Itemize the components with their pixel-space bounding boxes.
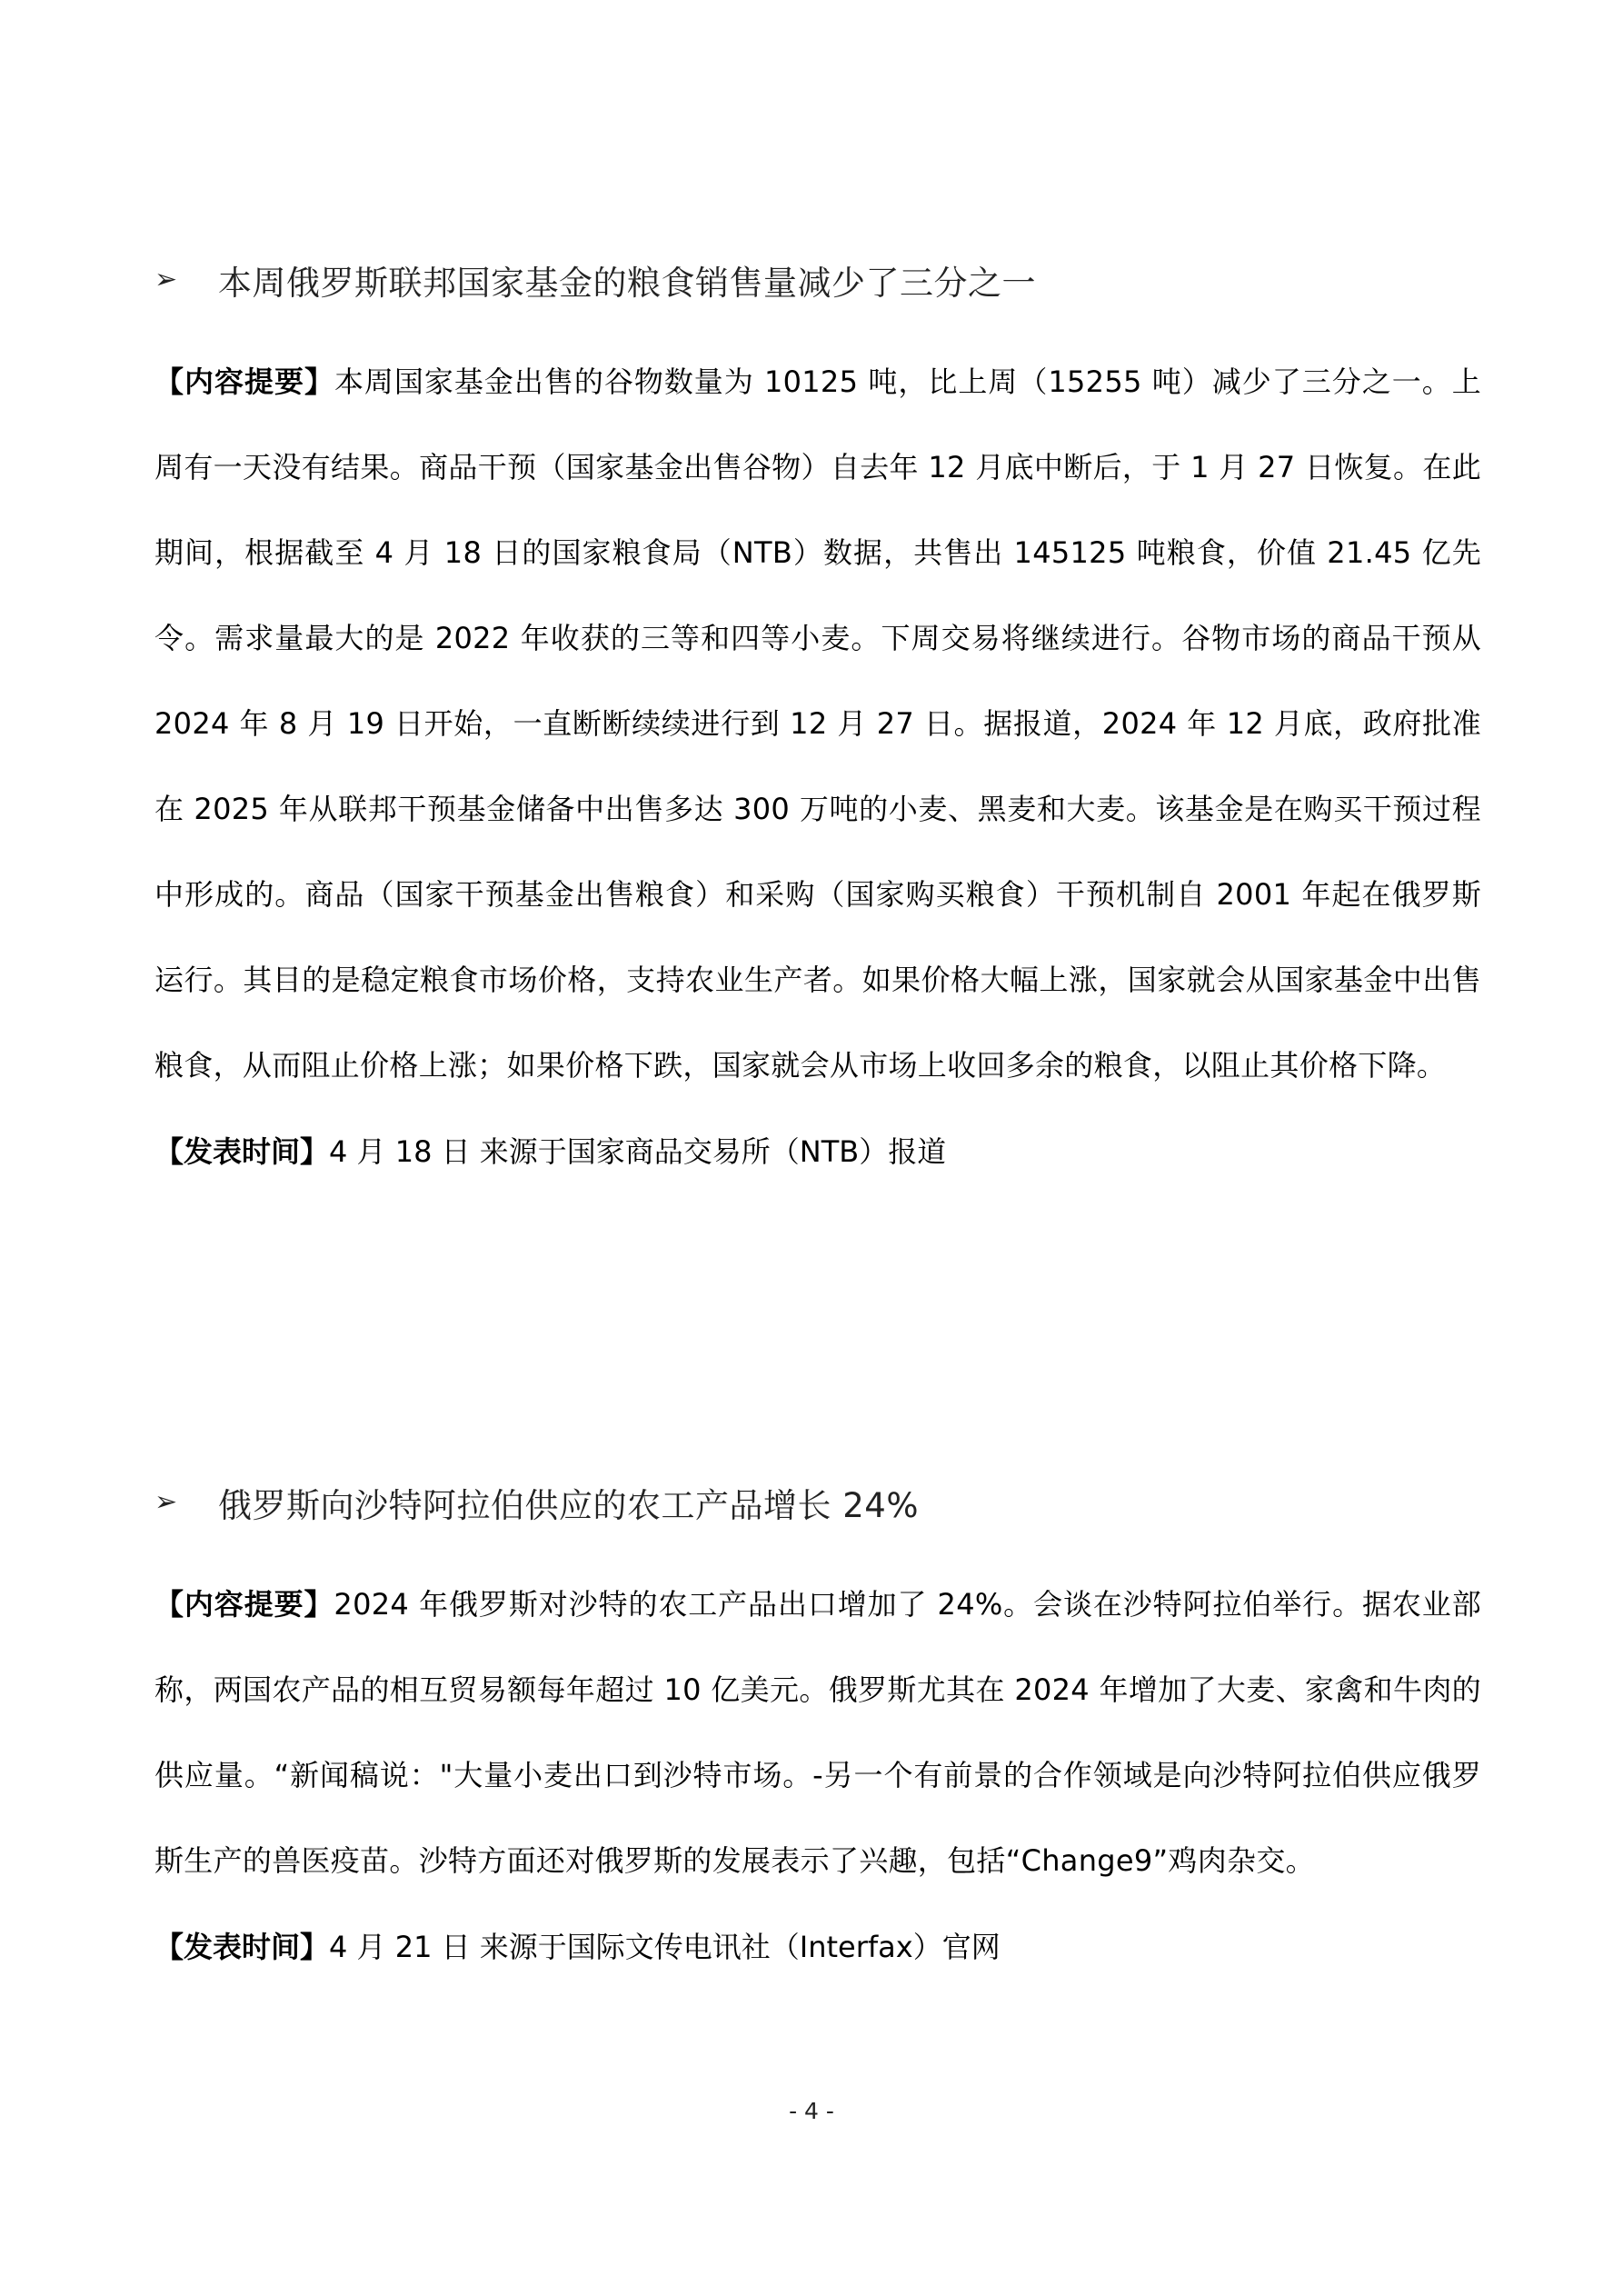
summary-label: 【内容提要】 xyxy=(154,1587,334,1622)
publication-text: 4 月 21 日 来源于国际文传电讯社（Interfax）官网 xyxy=(329,1930,1001,1965)
article-summary xyxy=(154,339,1481,1108)
summary-label: 【内容提要】 xyxy=(154,364,334,400)
article-headline xyxy=(154,248,1481,312)
publication-info xyxy=(154,1911,1481,1983)
publication-label: 【发表时间】 xyxy=(154,1930,330,1965)
headline-text: 俄罗斯向沙特阿拉伯供应的农工产品增长 24% xyxy=(218,1485,919,1525)
page-number: - 4 - xyxy=(789,2098,834,2124)
publication-info xyxy=(154,1115,1481,1188)
publication-text: 4 月 18 日 来源于国家商品交易所（NTB）报道 xyxy=(329,1134,947,1170)
bullet-arrow-icon: ➢ xyxy=(154,264,178,296)
summary-text: 2024 年俄罗斯对沙特的农工产品出口增加了 24%。会谈在沙特阿拉伯举行。据农业部称，两国农产品的相互贸易额每年超过 10 亿美元。俄罗斯尤其在 2024 年增加了大麦、家禽和牛肉的供应量。“新闻稿说："大量小麦出口到沙特市场。-另一个有前景的合作领域是向沙特阿拉伯供应俄罗斯生产的兽医疫苗。沙特方面还对俄罗斯的发展表示了兴趣，包括“Change9”鸡肉杂交。 xyxy=(154,1587,1481,1879)
news-article-grain-sales xyxy=(154,220,1481,1188)
headline-text: 本周俄罗斯联邦国家基金的粮食销售量减少了三分之一 xyxy=(218,263,1036,303)
article-summary xyxy=(154,1562,1481,1903)
bullet-arrow-icon: ➢ xyxy=(154,1486,178,1519)
publication-label: 【发表时间】 xyxy=(154,1134,330,1170)
summary-text: 本周国家基金出售的谷物数量为 10125 吨，比上周（15255 吨）减少了三分之一。上周有一天没有结果。商品干预（国家基金出售谷物）自去年 12 月底中断后，于 1 月 27 日恢复。在此期间，根据截至 4 月 18 日的国家粮食局（NTB）数据，共售出 145125 吨粮食，价值 21.45 亿先令。需求量最大的是 2022 年收获的三等和四等小麦。下周交易将继续进行。谷物市场的商品干预从 2024 年 8 月 19 日开始，一直断断续续进行到 12 月 27 日。据报道，2024 年 12 月底，政府批准在 2025 年从联邦干预基金储备中出售多达 300 万吨的小麦、黑麦和大麦。该基金是在购买干预过程中形成的。商品（国家干预基金出售粮食）和采购（国家购买粮食）干预机制自 2001 年起在俄罗斯运行。其目的是稳定粮食市场价格，支持农业生产者。如果价格大幅上涨，国家就会从国家基金中出售粮食，从而阻止价格上涨；如果价格下跌，国家就会从市场上收回多余的粮食，以阻止其价格下降。 xyxy=(154,364,1481,1083)
news-article-saudi-exports xyxy=(154,1442,1481,1983)
article-headline xyxy=(154,1471,1481,1534)
